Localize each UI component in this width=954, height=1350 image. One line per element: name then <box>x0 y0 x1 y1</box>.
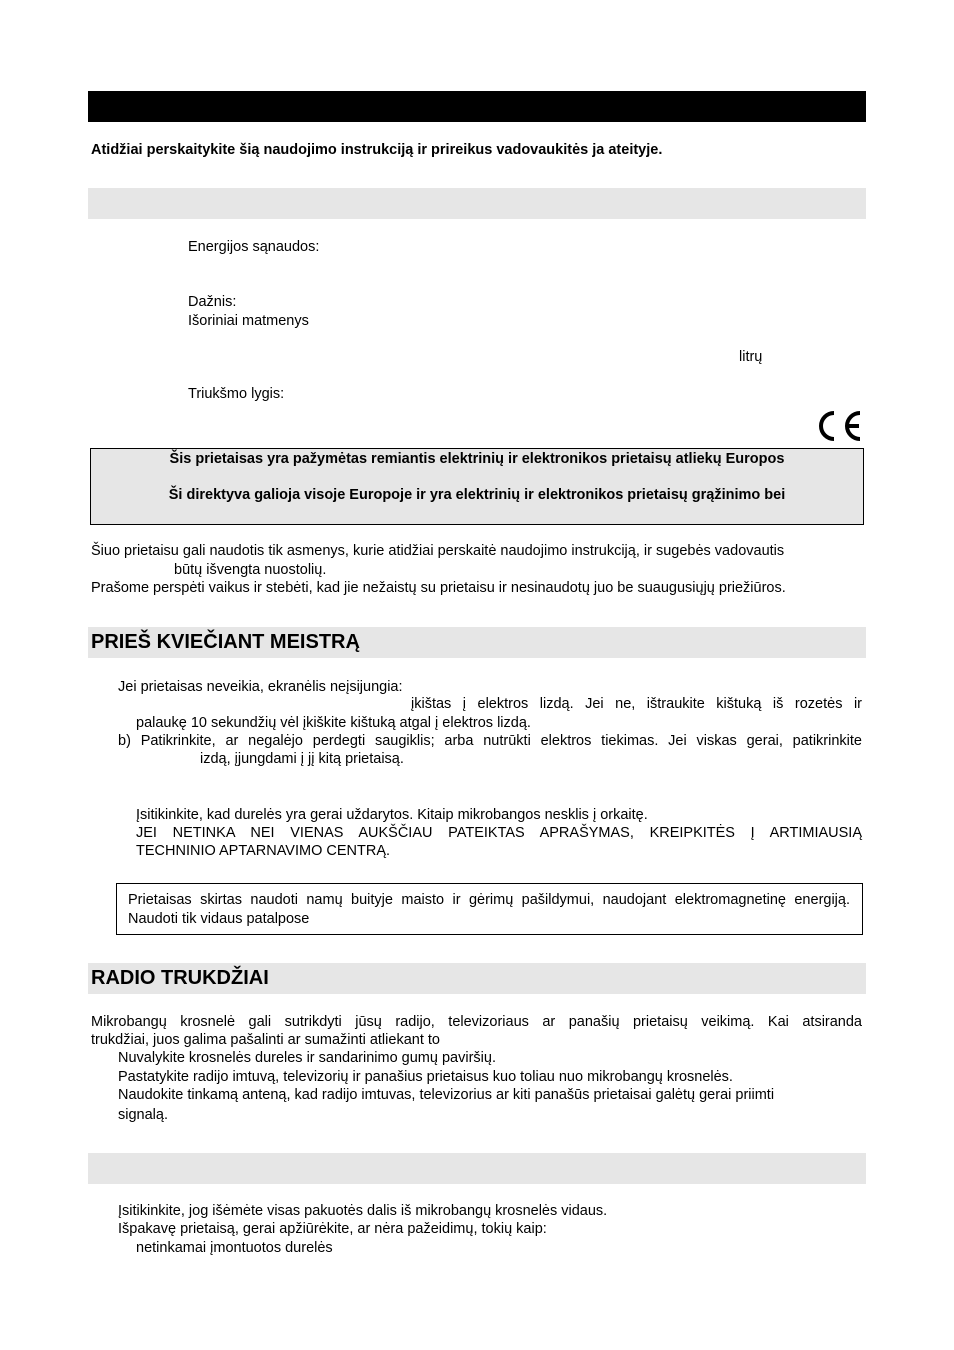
spec-dimensions-label: Išoriniai matmenys <box>188 313 309 329</box>
service-section-title: PRIEŠ KVIEČIANT MEISTRĄ <box>91 631 360 653</box>
unpack-header-bar <box>88 1153 866 1184</box>
radio-line-3: Nuvalykite krosnelės dureles ir sandarinimo gumų paviršių. <box>118 1050 496 1066</box>
household-use-notice-text: Prietaisas skirtas naudoti namų buityje maisto ir gėrimų pašildymui, naudojant elektromagnetinę energiją. Naudoti tik vidaus patalpose <box>128 892 850 927</box>
weee-line-2: Ši direktyva galioja visoje Europoje ir yra elektrinių ir elektronikos prietaisų grąžinimo bei <box>168 487 786 503</box>
intro-text: Atidžiai perskaitykite šią naudojimo instrukciją ir prireikus vadovaukitės ja ateityje. <box>91 142 663 158</box>
spec-noise-label: Triukšmo lygis: <box>188 386 285 402</box>
weee-line-1: Šis prietaisas yra pažymėtas remiantis elektrinių ir elektronikos prietaisų atliekų Europos <box>169 451 785 467</box>
service-line-1: Jei prietaisas neveikia, ekranėlis neįsijungia: <box>118 679 403 695</box>
radio-line-5: Naudokite tinkamą anteną, kad radijo imtuvas, televizorius ar kiti panašūs prietaisai galėtų gerai priimti <box>118 1087 775 1103</box>
radio-line-4: Pastatykite radijo imtuvą, televizorių ir panašius prietaisus kuo toliau nuo mikrobangų krosnelės. <box>118 1069 733 1085</box>
ce-mark-icon <box>812 408 864 444</box>
service-line-3: palaukę 10 sekundžių vėl įkiškite kištuką atgal į elektros lizdą. <box>136 715 531 731</box>
spec-volume-unit: litrų <box>739 349 763 365</box>
radio-line-2: trukdžiai, juos galima pašalinti ar sumažinti atliekant to <box>91 1032 440 1048</box>
unpack-line-1: Įsitikinkite, jog išėmėte visas pakuotės dalis iš mikrobangų krosnelės vidaus. <box>118 1203 608 1219</box>
service-line-4: b) Patikrinkite, ar negalėjo perdegti saugiklis; arba nutrūkti elektros tiekimas. Jei viskas gerai, patikrinkite <box>118 733 862 749</box>
radio-line-1: Mikrobangų krosnelė gali sutrikdyti jūsų radijo, televizoriaus ar panašių prietaisų veikimą. Kai atsiranda <box>91 1014 862 1030</box>
spec-frequency-label: Dažnis: <box>188 294 237 310</box>
service-line-8: TECHNINIO APTARNAVIMO CENTRĄ. <box>136 843 391 859</box>
service-line-2: įkištas į elektros lizdą. Jei ne, ištraukite kištuką iš rozetės ir <box>411 696 862 712</box>
radio-section-title: RADIO TRUKDŽIAI <box>91 967 269 989</box>
weee-notice-box <box>90 448 864 525</box>
service-line-6: Įsitikinkite, kad durelės yra gerai uždarytos. Kitaip mikrobangos nesklis į orkaitę. <box>136 807 648 823</box>
usage-line-2: būtų išvengta nuostolių. <box>174 562 327 578</box>
household-use-notice-box <box>116 883 863 935</box>
service-line-7: JEI NETINKA NEI VIENAS AUKŠČIAU PATEIKTAS APRAŠYMAS, KREIPKITĖS Į ARTIMIAUSIĄ <box>136 825 862 841</box>
title-bar <box>88 91 866 122</box>
radio-line-6: signalą. <box>118 1107 168 1123</box>
specs-header-bar <box>88 188 866 219</box>
usage-line-1: Šiuo prietaisu gali naudotis tik asmenys, kurie atidžiai perskaitė naudojimo instrukciją, ir sugebės vadovautis <box>91 543 785 559</box>
spec-energy-label: Energijos sąnaudos: <box>188 239 320 255</box>
service-line-5: izdą, įjungdami į jį kitą prietaisą. <box>200 751 404 767</box>
unpack-line-2: Išpakavę prietaisą, gerai apžiūrėkite, ar nėra pažeidimų, tokių kaip: <box>118 1221 547 1237</box>
usage-line-3: Prašome perspėti vaikus ir stebėti, kad jie nežaistų su prietaisu ir nesinaudotų juo be suaugusiųjų priežiūros. <box>91 580 786 596</box>
unpack-line-3: netinkamai įmontuotos durelės <box>136 1240 333 1256</box>
